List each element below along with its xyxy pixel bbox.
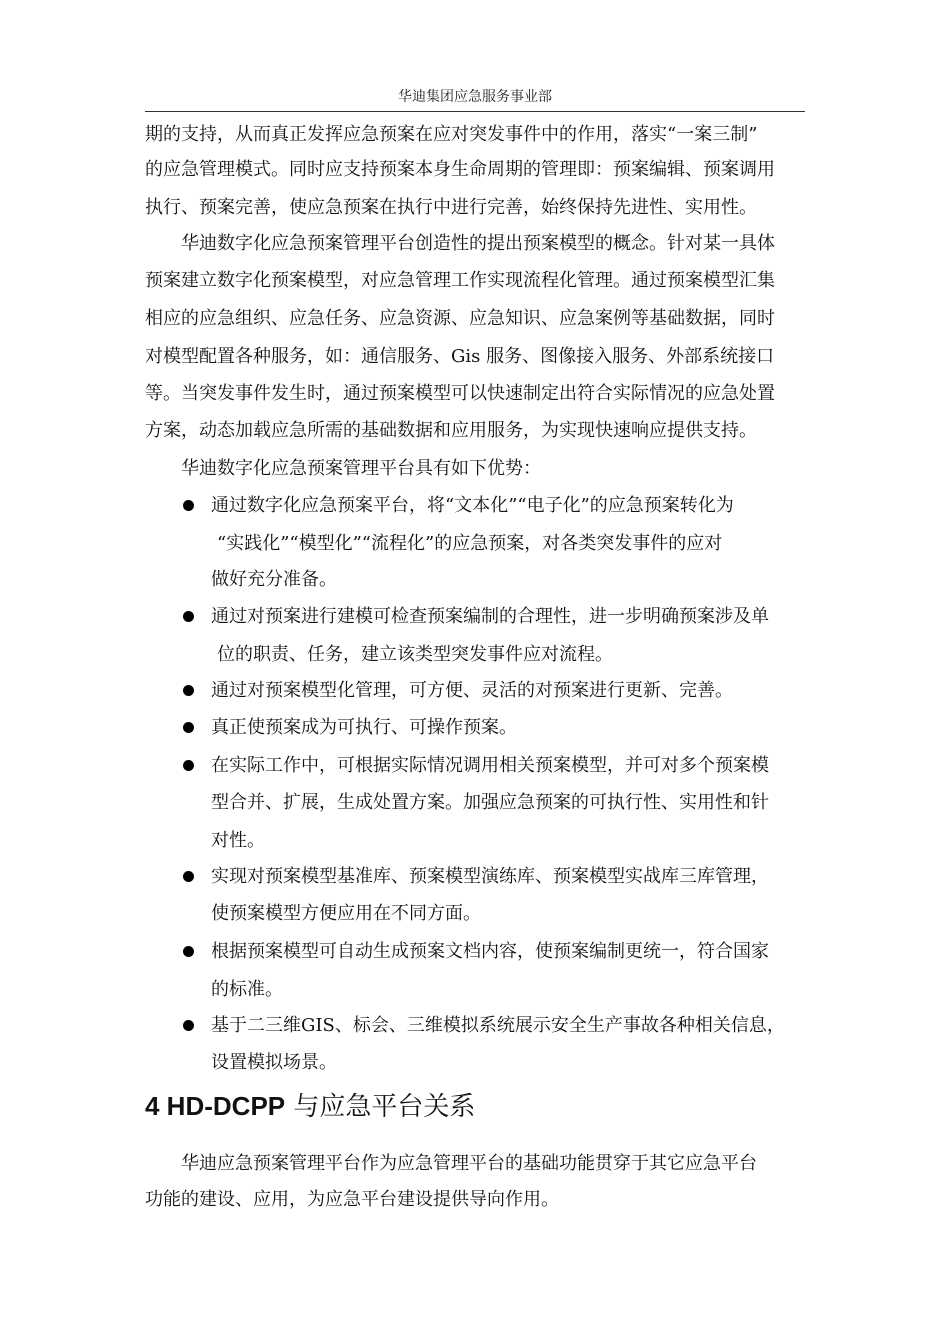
list-item-line: 使预案模型方便应用在不同方面。 [211,903,481,924]
text-line: 功能的建设、应用，为应急平台建设提供导向作用。 [145,1189,559,1210]
list-item-line: 基于二三维GIS、标会、三维模拟系统展示安全生产事故各种相关信息， [211,1015,785,1036]
list-item-line: 的标准。 [211,979,283,1000]
list-item-line: 位的职责、任务，建立该类型突发事件应对流程。 [217,644,613,665]
section-heading [145,1089,475,1124]
header-title: 华迪集团应急服务事业部 [398,89,552,105]
text-line: 的应急管理模式。同时应支持预案本身生命周期的管理即：预案编辑、预案调用 [145,159,775,180]
list-item-line: 通过对预案模型化管理，可方便、灵活的对预案进行更新、完善。 [211,680,733,701]
section-number: 4 HD-DCPP [145,1091,286,1121]
list-item-line: 型合并、扩展，生成处置方案。加强应急预案的可执行性、实用性和针 [211,792,769,813]
list-item-line: 实现对预案模型基准库、预案模型演练库、预案模型实战库三库管理， [211,866,769,887]
bullet-icon [183,760,194,771]
text-line: 执行、预案完善，使应急预案在执行中进行完善，始终保持先进性、实用性。 [145,197,757,218]
text-line: 期的支持，从而真正发挥应急预案在应对突发事件中的作用，落实“一案三制” [145,124,758,145]
bullet-icon [183,611,194,622]
list-item-line: 在实际工作中，可根据实际情况调用相关预案模型，并可对多个预案模 [211,755,769,776]
list-item-line: 做好充分准备。 [211,569,337,590]
text-line: 华迪数字化应急预案管理平台创造性的提出预案模型的概念。针对某一具体 [181,233,775,254]
list-item-line: 通过对预案进行建模可检查预案编制的合理性，进一步明确预案涉及单 [211,606,769,627]
text-line: 相应的应急组织、应急任务、应急资源、应急知识、应急案例等基础数据，同时 [145,308,775,329]
header-rule [145,111,805,112]
text-line: 方案，动态加载应急所需的基础数据和应用服务，为实现快速响应提供支持。 [145,420,757,441]
bullet-icon [183,685,194,696]
list-item-line: 根据预案模型可自动生成预案文档内容，使预案编制更统一，符合国家 [211,941,769,962]
list-item-line: “实践化”“模型化”“流程化”的应急预案，对各类突发事件的应对 [217,533,723,554]
bullet-icon [183,871,194,882]
advantages-intro: 华迪数字化应急预案管理平台具有如下优势： [181,458,541,479]
bullet-icon [183,722,194,733]
bullet-icon [183,1020,194,1031]
list-item-line: 真正使预案成为可执行、可操作预案。 [211,717,517,738]
bullet-icon [183,946,194,957]
list-item-line: 通过数字化应急预案平台，将“文本化”“电子化”的应急预案转化为 [211,495,734,516]
text-line: 对模型配置各种服务，如：通信服务、Gis 服务、图像接入服务、外部系统接口 [145,346,775,367]
list-item-line: 对性。 [211,830,265,851]
list-item-line: 设置模拟场景。 [211,1052,337,1073]
text-line: 等。当突发事件发生时，通过预案模型可以快速制定出符合实际情况的应急处置 [145,383,775,404]
bullet-icon [183,500,194,511]
text-line: 华迪应急预案管理平台作为应急管理平台的基础功能贯穿于其它应急平台 [181,1153,757,1174]
text-line: 预案建立数字化预案模型，对应急管理工作实现流程化管理。通过预案模型汇集 [145,270,775,291]
section-title: 与应急平台关系 [293,1092,476,1122]
